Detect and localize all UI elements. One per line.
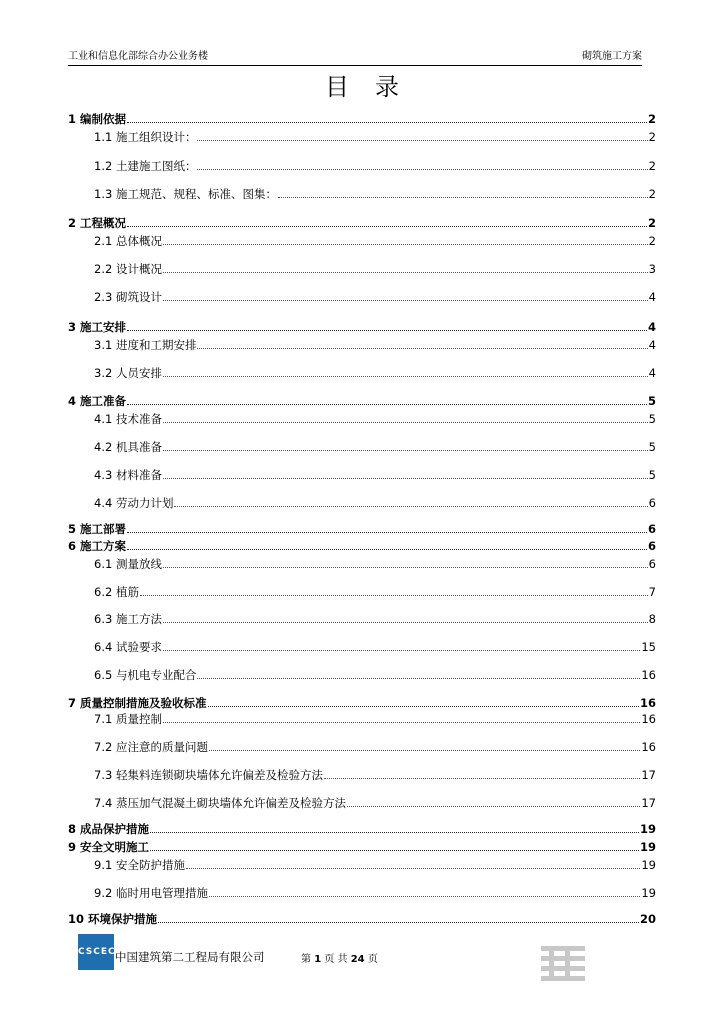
toc-dot-leader xyxy=(163,244,648,245)
page-total: 24 xyxy=(350,954,365,965)
toc-entry-page: 4 xyxy=(647,320,656,334)
toc-entry-label: 9.2 临时用电管理措施 xyxy=(94,886,208,900)
toc-subsection[interactable] xyxy=(94,738,656,754)
toc-dot-leader xyxy=(163,478,648,479)
toc-section[interactable] xyxy=(68,838,656,854)
toc-entry-page: 16 xyxy=(641,740,656,754)
toc-entry-page: 4 xyxy=(648,366,656,380)
toc-entry-label: 6.2 植筋 xyxy=(94,585,139,599)
toc-section[interactable] xyxy=(68,520,656,536)
toc-entry-label: 4.4 劳动力计划 xyxy=(94,496,174,510)
toc-entry-page: 6 xyxy=(648,557,656,571)
toc-entry-page: 16 xyxy=(641,712,656,726)
toc-subsection[interactable] xyxy=(94,232,656,248)
toc-section[interactable] xyxy=(68,537,656,553)
toc-entry-page: 16 xyxy=(641,668,656,682)
toc-subsection[interactable] xyxy=(94,856,656,872)
toc-entry-label: 1.3 施工规范、规程、标准、图集： xyxy=(94,187,277,201)
toc-dot-leader xyxy=(127,532,647,533)
toc-entry-page: 2 xyxy=(647,112,656,126)
toc-dot-leader xyxy=(163,272,648,273)
toc-entry-page: 19 xyxy=(639,822,656,836)
toc-entry-page: 2 xyxy=(648,159,656,173)
toc-dot-leader xyxy=(197,140,647,141)
toc-subsection[interactable] xyxy=(94,288,656,304)
footer-company-name: 中国建筑第二工程局有限公司 xyxy=(115,950,265,964)
toc-dot-leader xyxy=(127,226,647,227)
toc-entry-page: 19 xyxy=(641,886,656,900)
toc-entry-label: 5 施工部署 xyxy=(68,522,127,536)
toc-dot-leader xyxy=(150,850,639,851)
toc-subsection[interactable] xyxy=(94,364,656,380)
toc-dot-leader xyxy=(127,404,647,405)
toc-entry-label: 3.1 进度和工期安排 xyxy=(94,338,197,352)
toc-subsection[interactable] xyxy=(94,638,656,654)
toc-subsection[interactable] xyxy=(94,555,656,571)
toc-entry-label: 7 质量控制措施及验收标准 xyxy=(68,696,207,710)
toc-entry-label: 1.1 施工组织设计： xyxy=(94,130,197,144)
toc-subsection[interactable] xyxy=(94,336,656,352)
toc-dot-leader xyxy=(150,832,639,833)
toc-entry-page: 8 xyxy=(648,612,656,626)
toc-subsection[interactable] xyxy=(94,766,656,782)
toc-entry-label: 8 成品保护措施 xyxy=(68,822,150,836)
toc-entry-page: 2 xyxy=(648,130,656,144)
toc-entry-label: 3.2 人员安排 xyxy=(94,366,162,380)
toc-dot-leader xyxy=(163,422,648,423)
toc-subsection[interactable] xyxy=(94,438,656,454)
toc-entry-page: 6 xyxy=(647,539,656,553)
toc-dot-leader xyxy=(127,330,647,331)
toc-dot-leader xyxy=(163,450,648,451)
toc-dot-leader xyxy=(127,549,647,550)
toc-entry-label: 2.3 砌筑设计 xyxy=(94,290,162,304)
toc-entry-page: 6 xyxy=(648,496,656,510)
toc-dot-leader xyxy=(158,922,639,923)
toc-entry-label: 6.3 施工方法 xyxy=(94,612,162,626)
toc-dot-leader xyxy=(186,868,640,869)
toc-entry-label: 9.1 安全防护措施 xyxy=(94,858,185,872)
toc-dot-leader xyxy=(347,806,640,807)
toc-dot-leader xyxy=(163,567,648,568)
toc-dot-leader xyxy=(197,169,647,170)
toc-section[interactable] xyxy=(68,214,656,230)
toc-dot-leader xyxy=(209,896,640,897)
toc-dot-leader xyxy=(197,348,647,349)
watermark-stamp-icon xyxy=(541,944,585,984)
page-prefix: 第 xyxy=(301,954,311,965)
toc-subsection[interactable] xyxy=(94,185,656,201)
toc-entry-label: 6.5 与机电专业配合 xyxy=(94,668,197,682)
toc-entry-page: 5 xyxy=(648,412,656,426)
toc-section[interactable] xyxy=(68,694,656,710)
toc-entry-label: 6.1 测量放线 xyxy=(94,557,162,571)
header-project-name: 工业和信息化部综合办公业务楼 xyxy=(68,51,208,62)
toc-entry-label: 7.3 轻集料连锁砌块墙体允许偏差及检验方法 xyxy=(94,768,323,782)
toc-section[interactable] xyxy=(68,110,656,126)
page-mid: 页 共 xyxy=(324,954,348,965)
toc-entry-label: 2 工程概况 xyxy=(68,216,127,230)
toc-entry-page: 16 xyxy=(639,696,656,710)
toc-entry-label: 1 编制依据 xyxy=(68,112,127,126)
toc-subsection[interactable] xyxy=(94,794,656,810)
toc-entry-page: 2 xyxy=(647,216,656,230)
toc-subsection[interactable] xyxy=(94,157,656,173)
header-document-name: 砌筑施工方案 xyxy=(582,51,642,62)
page-suffix: 页 xyxy=(367,954,378,965)
toc-dot-leader xyxy=(209,750,640,751)
toc-entry-label: 7.2 应注意的质量问题 xyxy=(94,740,208,754)
toc-entry-page: 20 xyxy=(639,912,656,926)
toc-entry-label: 6.4 试验要求 xyxy=(94,640,162,654)
toc-subsection[interactable] xyxy=(94,666,656,682)
toc-dot-leader xyxy=(208,706,639,707)
toc-dot-leader xyxy=(163,376,648,377)
toc-entry-label: 2.1 总体概况 xyxy=(94,234,162,248)
toc-dot-leader xyxy=(140,595,648,596)
toc-dot-leader xyxy=(163,622,648,623)
toc-dot-leader xyxy=(278,197,648,198)
toc-dot-leader xyxy=(127,122,647,123)
toc-dot-leader xyxy=(324,778,640,779)
toc-entry-label: 4.2 机具准备 xyxy=(94,440,162,454)
toc-subsection[interactable] xyxy=(94,260,656,276)
company-logo-icon: CSCEC xyxy=(78,934,114,970)
toc-subsection[interactable] xyxy=(94,466,656,482)
toc-entry-page: 19 xyxy=(641,858,656,872)
toc-subsection[interactable] xyxy=(94,884,656,900)
toc-entry-label: 3 施工安排 xyxy=(68,320,127,334)
toc-entry-page: 17 xyxy=(641,768,656,782)
page-number xyxy=(301,950,378,965)
toc-section[interactable] xyxy=(68,910,656,926)
toc-subsection[interactable] xyxy=(94,410,656,426)
toc-section[interactable] xyxy=(68,392,656,408)
toc-subsection[interactable] xyxy=(94,710,656,726)
toc-entry-page: 2 xyxy=(648,234,656,248)
toc-entry-label: 7.1 质量控制 xyxy=(94,712,162,726)
toc-subsection[interactable] xyxy=(94,128,656,144)
toc-entry-page: 19 xyxy=(639,840,656,854)
toc-dot-leader xyxy=(174,506,647,507)
toc-subsection[interactable] xyxy=(94,494,656,510)
page-current: 1 xyxy=(314,954,322,965)
toc-dot-leader xyxy=(163,722,640,723)
toc-entry-label: 1.2 土建施工图纸： xyxy=(94,159,197,173)
toc-entry-page: 6 xyxy=(647,522,656,536)
toc-entry-label: 4.1 技术准备 xyxy=(94,412,162,426)
toc-dot-leader xyxy=(163,300,648,301)
page-footer xyxy=(78,934,658,984)
toc-entry-page: 5 xyxy=(647,394,656,408)
toc-entry-label: 10 环境保护措施 xyxy=(68,912,158,926)
page-title: 目录 xyxy=(325,73,425,101)
toc-section[interactable] xyxy=(68,318,656,334)
toc-section[interactable] xyxy=(68,820,656,836)
toc-entry-page: 2 xyxy=(648,187,656,201)
toc-subsection[interactable] xyxy=(94,583,656,599)
toc-entry-label: 7.4 蒸压加气混凝土砌块墙体允许偏差及检验方法 xyxy=(94,796,346,810)
toc-entry-page: 4 xyxy=(648,338,656,352)
toc-entry-page: 5 xyxy=(648,440,656,454)
toc-dot-leader xyxy=(197,678,640,679)
toc-entry-label: 2.2 设计概况 xyxy=(94,262,162,276)
toc-entry-page: 3 xyxy=(648,262,656,276)
toc-entry-label: 4 施工准备 xyxy=(68,394,127,408)
toc-entry-page: 5 xyxy=(648,468,656,482)
toc-entry-page: 17 xyxy=(641,796,656,810)
toc-entry-label: 9 安全文明施工 xyxy=(68,840,150,854)
toc-subsection[interactable] xyxy=(94,610,656,626)
toc-dot-leader xyxy=(163,650,640,651)
toc-entry-page: 7 xyxy=(648,585,656,599)
page-header xyxy=(68,51,642,66)
toc-entry-page: 15 xyxy=(641,640,656,654)
toc-entry-label: 6 施工方案 xyxy=(68,539,127,553)
toc-entry-page: 4 xyxy=(648,290,656,304)
toc-entry-label: 4.3 材料准备 xyxy=(94,468,162,482)
